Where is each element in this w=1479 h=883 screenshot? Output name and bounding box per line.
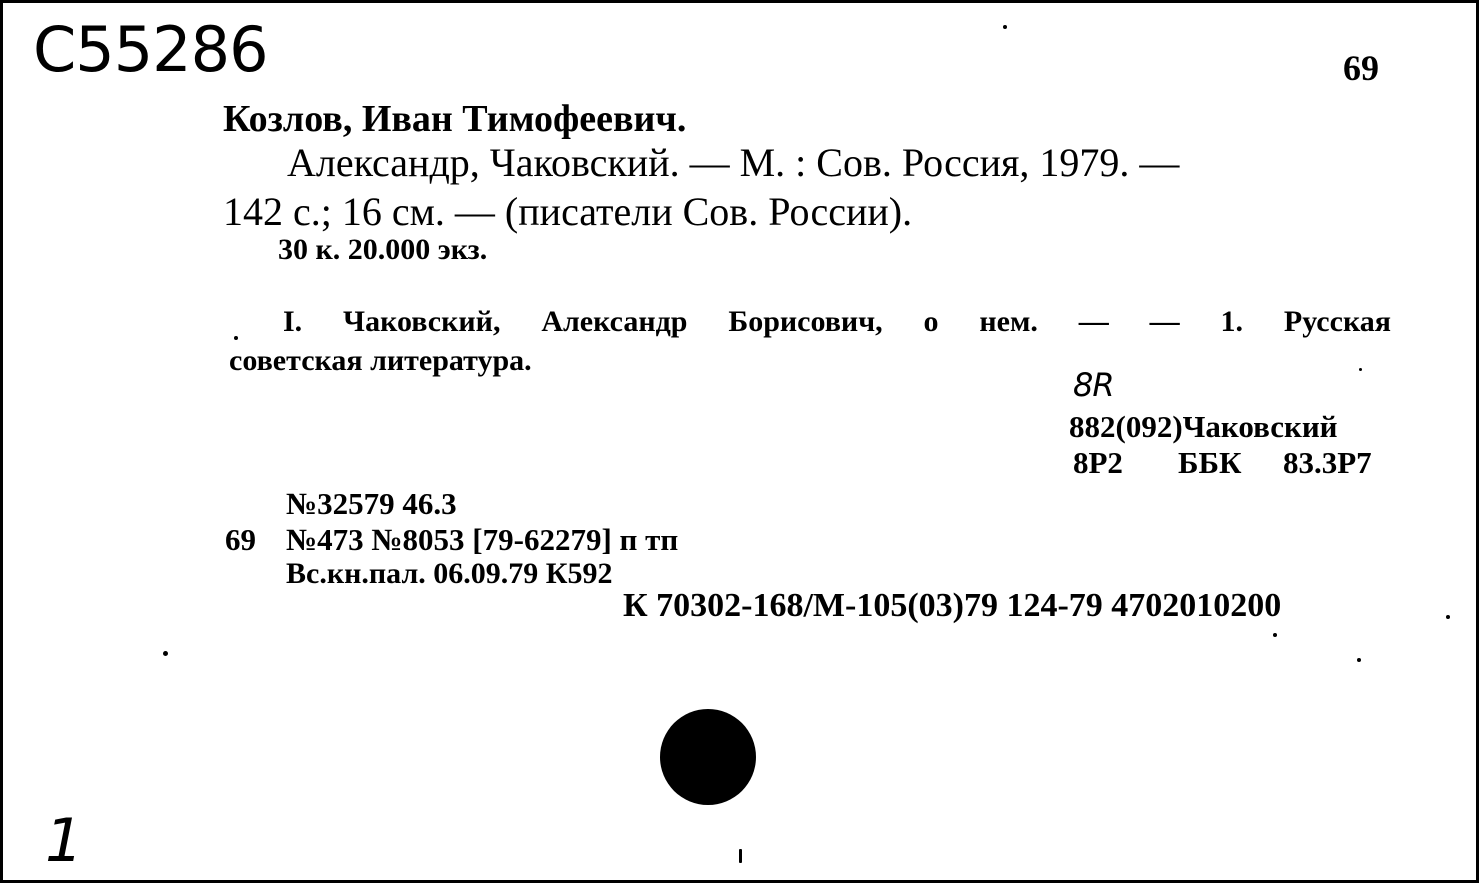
subject-headings-line-2: советская литература. [229, 344, 532, 377]
author-heading: Козлов, Иван Тимофеевич. [223, 98, 687, 140]
classification-bbk-label: ББК [1178, 445, 1242, 480]
print-speck [234, 336, 238, 340]
price-edition: 30 к. 20.000 экз. [278, 233, 488, 266]
classification-bbk-index: 83.3Р7 [1283, 445, 1372, 480]
accession-line-2-prefix: 69 [225, 522, 256, 557]
accession-line-3: Вс.кн.пал. 06.09.79 К592 [286, 557, 613, 590]
classification-udc: 882(092)Чаковский [1069, 409, 1338, 444]
print-speck [1359, 368, 1362, 371]
subject-headings-line-1: I. Чаковский, Александр Борисович, о нем. — — 1. Русская [283, 305, 1391, 338]
handwritten-shelf-code: С55286 [33, 13, 268, 86]
print-speck [1446, 615, 1450, 619]
accession-line-2: №473 №8053 [79-62279] п тп [286, 522, 679, 557]
page-number: 69 [1343, 48, 1379, 88]
catalog-code: К 70302-168/М-105(03)79 124-79 4702010200 [623, 587, 1282, 624]
print-speck [1273, 633, 1277, 637]
title-line-1: Александр, Чаковский. — М. : Сов. Россия, 1979. — [287, 140, 1180, 185]
handwritten-class-mark: 8R [1073, 366, 1114, 404]
classification-bbk-code: 8Р2 [1073, 445, 1123, 480]
print-speck [1357, 658, 1361, 662]
print-speck [163, 651, 168, 656]
accession-line-1: №32579 46.3 [286, 486, 457, 521]
print-speck [739, 849, 742, 863]
title-line-2: 142 с.; 16 см. — (писатели Сов. России). [223, 189, 913, 234]
punch-hole [660, 709, 756, 805]
print-speck [1003, 25, 1007, 29]
handwritten-corner-number: 1 [45, 806, 83, 876]
